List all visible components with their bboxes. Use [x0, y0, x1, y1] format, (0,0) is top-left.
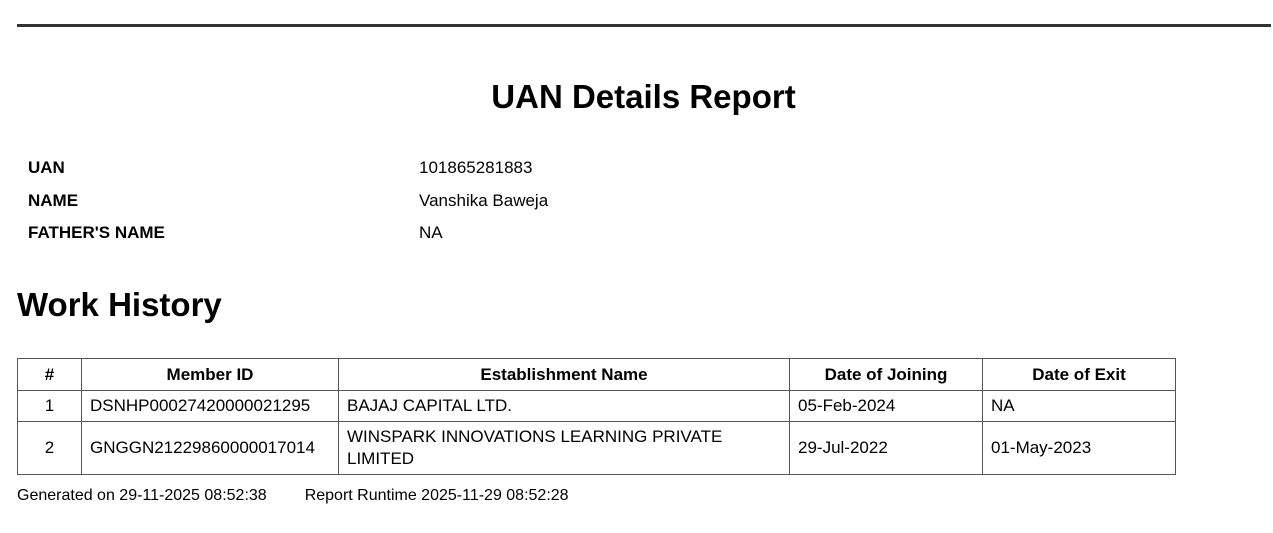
report-runtime: Report Runtime 2025-11-29 08:52:28 [304, 487, 569, 504]
member-id-cell: DSNHP00027420000021295 [82, 391, 339, 422]
work-history-heading: Work History [17, 286, 222, 323]
table-row [18, 422, 1176, 475]
fathers-name-value: NA [419, 223, 443, 242]
date-of-exit-cell: 01-May-2023 [983, 422, 1176, 475]
establishment-cell: BAJAJ CAPITAL LTD. [339, 391, 790, 422]
fathers-name-label: FATHER'S NAME [28, 223, 165, 242]
column-header-number: # [18, 359, 82, 391]
generated-timestamp: Generated on 29-11-2025 08:52:38 [17, 487, 267, 504]
member-id-cell: GNGGN21229860000017014 [82, 422, 339, 475]
work-history-table [17, 358, 1176, 475]
establishment-cell: WINSPARK INNOVATIONS LEARNING PRIVATE LIMITED [339, 422, 790, 475]
column-header-date-of-exit: Date of Exit [983, 359, 1176, 391]
top-divider [17, 24, 1271, 27]
table-header-row [18, 359, 1176, 391]
name-value: Vanshika Baweja [419, 191, 549, 210]
row-number: 1 [18, 391, 82, 422]
column-header-member-id: Member ID [82, 359, 339, 391]
row-number: 2 [18, 422, 82, 475]
report-title: UAN Details Report [491, 78, 796, 115]
uan-label: UAN [28, 158, 65, 177]
uan-value: 101865281883 [419, 158, 533, 177]
date-of-joining-cell: 29-Jul-2022 [790, 422, 983, 475]
column-header-date-of-joining: Date of Joining [790, 359, 983, 391]
report-footer [17, 486, 569, 506]
date-of-joining-cell: 05-Feb-2024 [790, 391, 983, 422]
column-header-establishment: Establishment Name [339, 359, 790, 391]
name-label: NAME [28, 191, 79, 210]
table-row [18, 391, 1176, 422]
date-of-exit-cell: NA [983, 391, 1176, 422]
